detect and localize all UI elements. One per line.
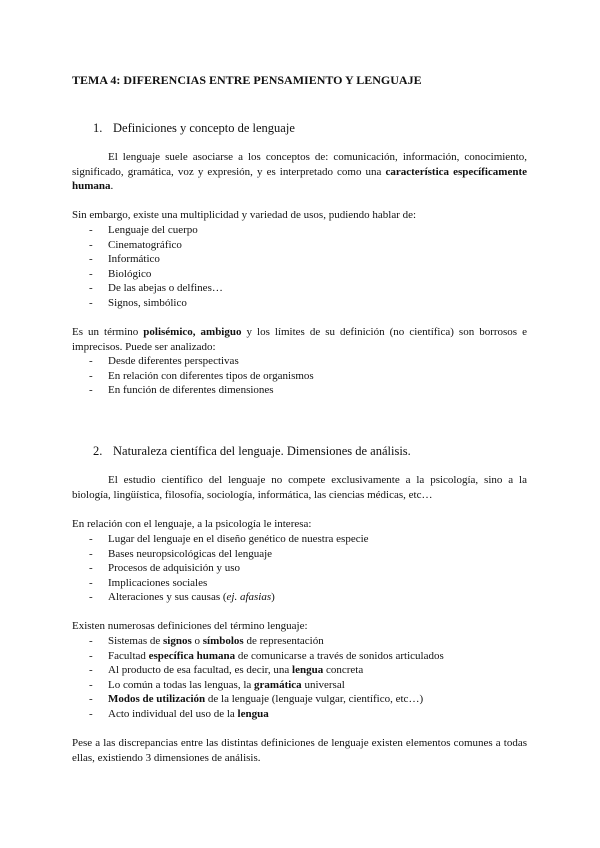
list-item: - Alteraciones y sus causas (ej. afasias): [89, 591, 275, 603]
section-2-paragraph-2: En relación con el lenguaje, a la psicología le interesa:: [72, 518, 312, 530]
document-title: TEMA 4: DIFERENCIAS ENTRE PENSAMIENTO Y LENGUAJE: [72, 73, 422, 87]
section-2-number: 2.: [93, 444, 103, 458]
list-item: - Informático: [89, 253, 160, 265]
section-1-list-2: [72, 354, 527, 398]
list-item: - Desde diferentes perspectivas: [89, 355, 239, 367]
bold-term: polisémico, ambiguo: [143, 326, 242, 338]
list-item: - Lenguaje del cuerpo: [89, 224, 198, 236]
list-item: - Implicaciones sociales: [89, 576, 208, 589]
list-item: - Acto individual del uso de la lengua: [89, 707, 269, 720]
list-item: - Al producto de esa facultad, es decir, una lengua concreta: [89, 664, 364, 676]
list-item: - Lo común a todas las lenguas, la gramática universal: [89, 678, 345, 691]
list-item: - Sistemas de signos o símbolos de representación: [89, 635, 324, 647]
list-item: - En función de diferentes dimensiones: [89, 384, 274, 396]
section-1-list-1: [72, 223, 527, 310]
section-2-title: Naturaleza científica del lenguaje. Dimensiones de análisis.: [113, 444, 411, 458]
list-item: - De las abejas o delfines…: [89, 282, 223, 294]
section-1-heading: [93, 120, 295, 136]
list-item: - Procesos de adquisición y uso: [89, 562, 240, 574]
list-item: - Signos, simbólico: [89, 296, 187, 309]
list-item: - Biológico: [89, 267, 152, 280]
section-2-heading: [93, 443, 411, 459]
section-2-paragraph-4: Pese a las discrepancias entre las distintas definiciones de lenguaje existen elementos comunes a todas ellas, existiendo 3 dimensiones de análisis.: [72, 737, 527, 764]
section-2-paragraph-3: Existen numerosas definiciones del término lenguaje:: [72, 620, 308, 632]
list-item: - Bases neuropsicológicas del lenguaje: [89, 547, 273, 560]
section-1-title: Definiciones y concepto de lenguaje: [113, 121, 295, 135]
section-2-list-1: [72, 532, 527, 605]
bold-term: característica específicamente humana: [72, 165, 527, 192]
section-1-number: 1.: [93, 121, 103, 135]
section-2-definitions-list: [72, 634, 527, 721]
list-item: - Facultad específica humana de comunicarse a través de sonidos articulados: [89, 649, 444, 662]
section-1-paragraph-3: Es un término polisémico, ambiguo y los límites de su definición (no científica) son borrosos e imprecisos. Puede ser analizado:: [72, 326, 527, 353]
section-1-paragraph-2: Sin embargo, existe una multiplicidad y variedad de usos, pudiendo hablar de:: [72, 209, 417, 221]
list-item: - Modos de utilización de la lenguaje (lenguaje vulgar, científico, etc…): [89, 693, 424, 705]
section-1-paragraph-1: El lenguaje suele asociarse a los conceptos de: comunicación, información, conocimiento, significado, gramática, voz y expresión, y es interpretado como una característica específicamente humana.: [72, 151, 527, 192]
list-item: - Lugar del lenguaje en el diseño genético de nuestra especie: [89, 533, 369, 545]
section-2-paragraph-1: El estudio científico del lenguaje no compete exclusivamente a la psicología, sino a la biología, lingüística, filosofía, sociología, informática, las ciencias médicas, etc…: [72, 474, 527, 501]
list-item: - Cinematográfico: [89, 238, 182, 251]
list-item: - En relación con diferentes tipos de organismos: [89, 369, 314, 382]
